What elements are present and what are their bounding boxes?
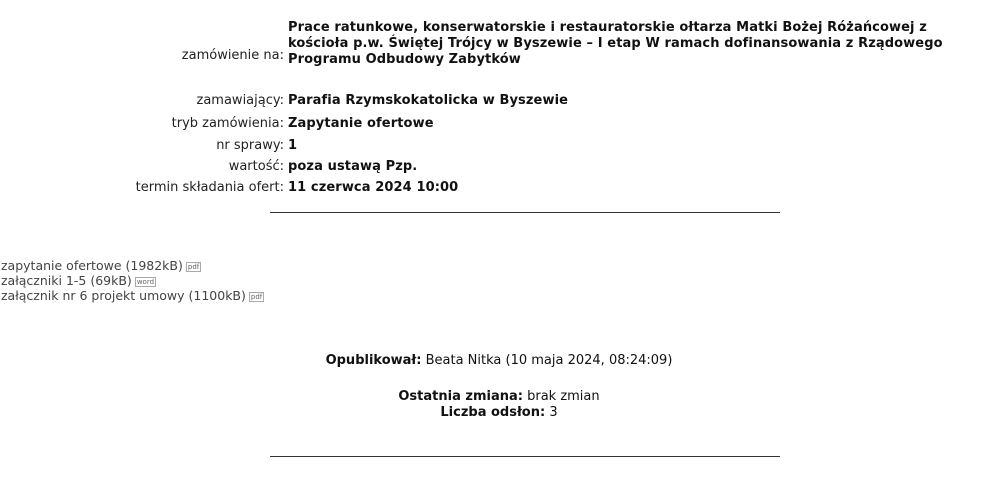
published-label: Opublikował: — [325, 353, 422, 368]
word-file-icon: word — [136, 278, 155, 286]
attachment-item — [1, 258, 264, 273]
views-value: 3 — [549, 405, 558, 420]
deadline-value: 11 czerwca 2024 10:00 — [288, 180, 459, 195]
client-value: Parafia Rzymskokatolicka w Byszewie — [288, 93, 569, 108]
order-value: Prace ratunkowe, konserwatorskie i restauratorskie ołtarza Matki Bożej Różańcowej z kościoła p.w. Świętej Trójcy w Byszewie – I etap W ramach dofinansowania z Rządowego Programu Odbudowy Zabytków — [288, 20, 943, 67]
case-row — [0, 138, 297, 153]
views-label: Liczba odsłon: — [440, 405, 546, 420]
attachment-item — [1, 273, 264, 288]
case-value: 1 — [288, 138, 298, 153]
attachment-link[interactable]: załącznik nr 6 projekt umowy (1100kB) — [1, 288, 246, 303]
value-value: poza ustawą Pzp. — [288, 159, 418, 174]
attachment-link[interactable]: zapytanie ofertowe (1982kB) — [1, 258, 183, 273]
published-info — [0, 353, 998, 368]
client-row — [0, 93, 568, 108]
deadline-label: termin składania ofert: — [135, 180, 284, 195]
client-label: zamawiający: — [196, 93, 284, 108]
published-value: Beata Nitka (10 maja 2024, 08:24:09) — [425, 353, 673, 368]
order-label: zamówienie na: — [181, 48, 284, 63]
pdf-file-icon: pdf — [187, 263, 200, 271]
mode-label: tryb zamówienia: — [171, 116, 284, 131]
value-row — [0, 159, 417, 174]
divider-bottom — [270, 456, 780, 457]
deadline-row — [0, 180, 458, 195]
case-label: nr sprawy: — [216, 138, 284, 153]
divider-top — [270, 212, 780, 213]
last-change-value: brak zmian — [527, 389, 600, 404]
last-change-label: Ostatnia zmiana: — [398, 389, 523, 404]
last-change-info — [0, 389, 998, 404]
attachment-list — [1, 258, 264, 303]
views-info — [0, 405, 998, 420]
attachment-item — [1, 288, 264, 303]
order-row — [0, 20, 988, 68]
pdf-file-icon: pdf — [250, 293, 263, 301]
mode-value: Zapytanie ofertowe — [288, 116, 434, 131]
value-label: wartość: — [228, 159, 284, 174]
attachment-link[interactable]: załączniki 1-5 (69kB) — [1, 273, 132, 288]
mode-row — [0, 116, 434, 131]
